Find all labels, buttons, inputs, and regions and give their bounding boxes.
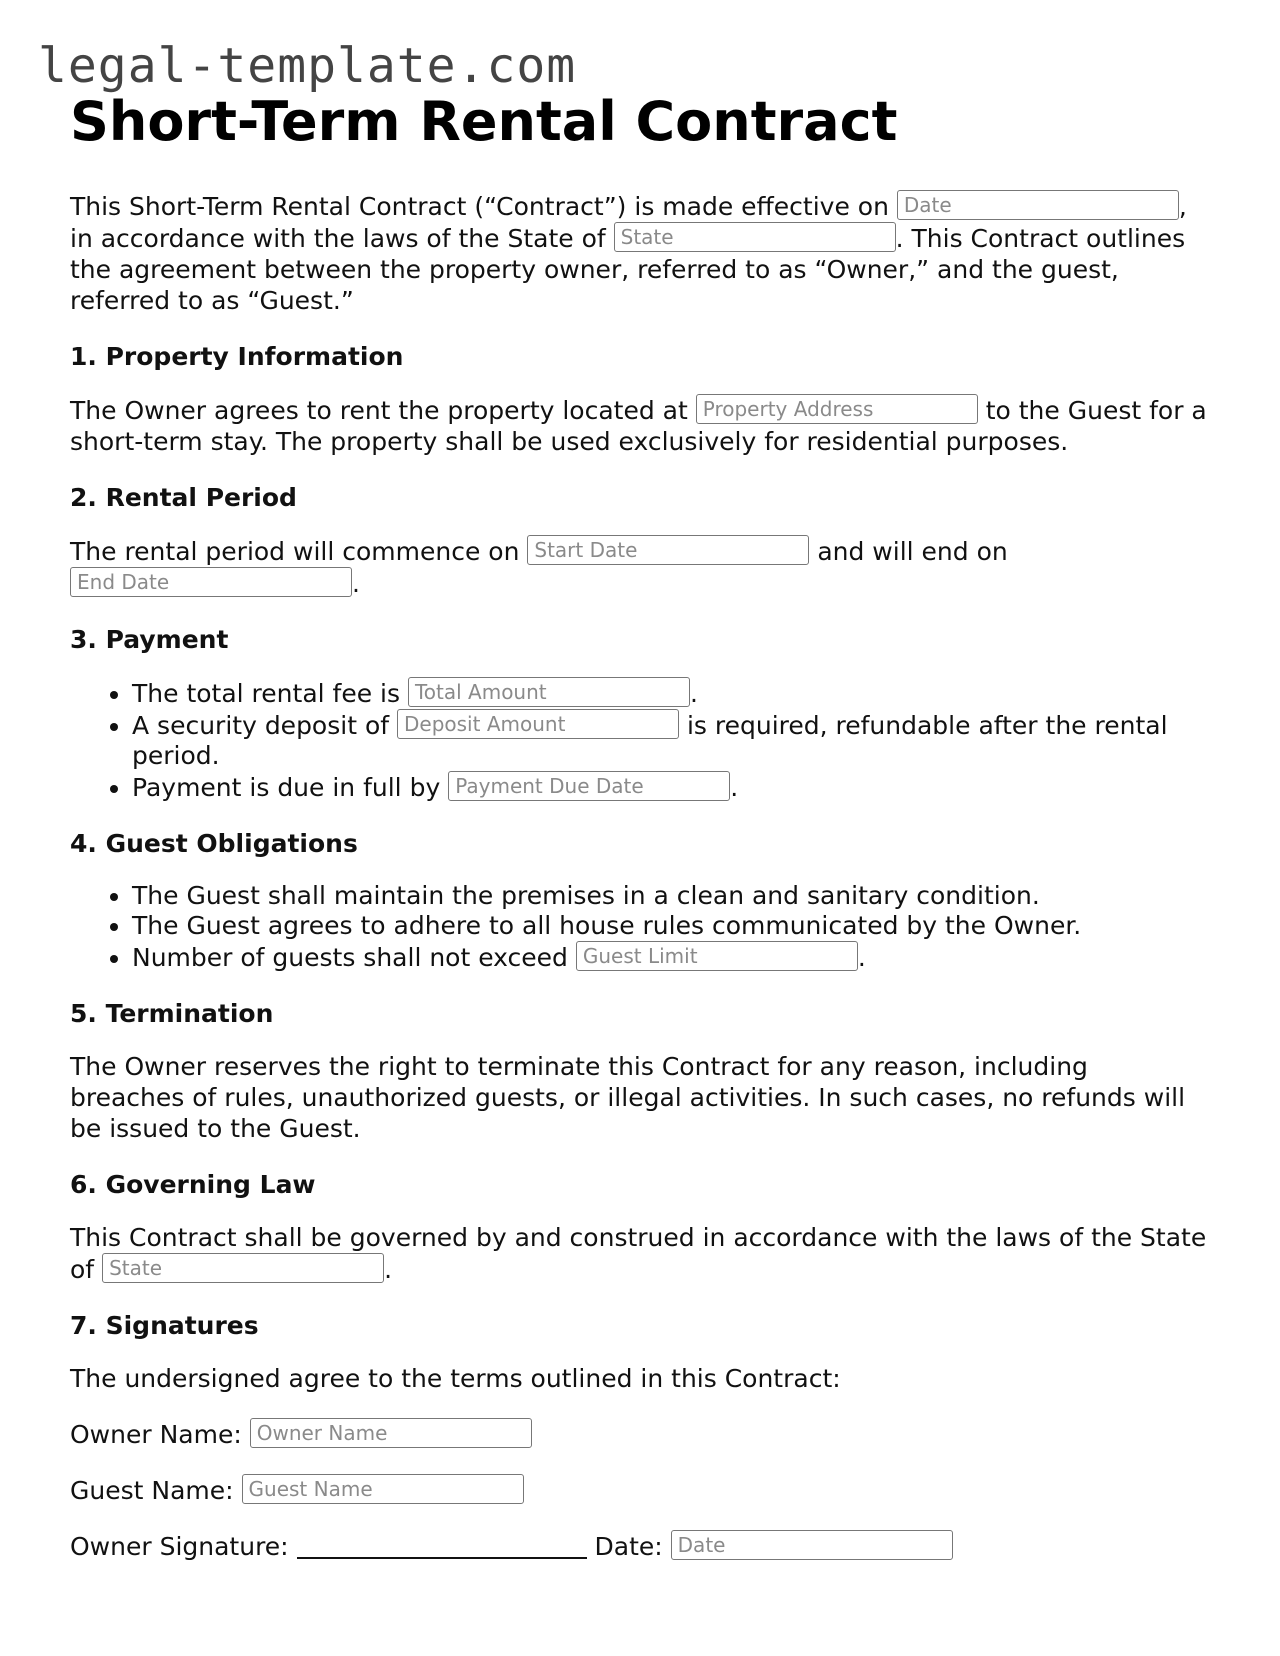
termination-paragraph: The Owner reserves the right to terminate this Contract for any reason, including breaches of rules, unauthorized guests, or illegal activities. In such cases, no refunds will be issued to the Guest. xyxy=(70,1052,1186,1143)
list-item: • The Guest agrees to adhere to all house rules communicated by the Owner. xyxy=(132,911,1210,941)
guest-limit-field[interactable]: Guest Limit xyxy=(576,941,858,971)
rental-text-2: and will end on xyxy=(817,537,1008,566)
payment-text-2: A security deposit of xyxy=(132,711,390,740)
guest-name-field[interactable]: Guest Name xyxy=(242,1474,524,1504)
owner-name-row xyxy=(70,1418,1210,1450)
contract-document xyxy=(70,88,1210,1562)
payment-text-1: The total rental fee is xyxy=(132,679,401,708)
section-heading-payment: 3. Payment xyxy=(70,625,229,654)
list-item xyxy=(132,771,1210,803)
signature-date-label: Date: xyxy=(594,1532,663,1561)
rental-period-paragraph xyxy=(70,535,1210,599)
intro-paragraph xyxy=(70,190,1210,316)
payment-due-date-field[interactable]: Payment Due Date xyxy=(448,771,730,801)
property-address-field[interactable]: Property Address xyxy=(696,394,978,424)
signatures-intro: The undersigned agree to the terms outlined in this Contract: xyxy=(70,1364,841,1393)
section-heading-rental-period: 2. Rental Period xyxy=(70,483,297,512)
deposit-amount-field[interactable]: Deposit Amount xyxy=(397,709,679,739)
list-item xyxy=(132,941,1210,973)
governing-punct: . xyxy=(384,1255,393,1284)
payment-text-4: Payment is due in full by xyxy=(132,773,441,802)
section-heading-governing-law: 6. Governing Law xyxy=(70,1170,316,1199)
state-field[interactable]: State xyxy=(614,222,896,252)
guest-name-row xyxy=(70,1474,1210,1506)
governing-law-paragraph xyxy=(70,1222,1210,1285)
section-heading-termination: 5. Termination xyxy=(70,999,274,1028)
intro-text-2: in accordance with the laws of the State of xyxy=(70,224,606,253)
obligation-punct-3: . xyxy=(857,943,866,972)
guest-name-label: Guest Name: xyxy=(70,1476,234,1505)
obligation-text-3: Number of guests shall not exceed xyxy=(132,943,568,972)
total-amount-field[interactable]: Total Amount xyxy=(408,677,690,707)
intro-text-3: . This Contract outlines the agreement between the property owner, referred to as “Owner,” and the guest, referred to as “Guest.” xyxy=(70,224,1186,315)
watermark-logo: legal-template.com xyxy=(38,38,577,94)
intro-text-1: This Short-Term Rental Contract (“Contract”) is made effective on xyxy=(70,192,889,221)
payment-punct-1: . xyxy=(689,679,698,708)
property-text-2: to the Guest for a short-term stay. The property shall be used exclusively for residential purposes. xyxy=(70,396,1207,456)
rental-text-3: . xyxy=(352,569,360,598)
section-heading-signatures: 7. Signatures xyxy=(70,1311,259,1340)
payment-list xyxy=(70,677,1210,803)
governing-state-field[interactable]: State xyxy=(102,1253,384,1283)
payment-text-3: is required, refundable after the rental period. xyxy=(132,711,1168,770)
intro-comma: , xyxy=(1178,192,1187,221)
signature-date-field[interactable]: Date xyxy=(671,1530,953,1560)
property-text-1: The Owner agrees to rent the property located at xyxy=(70,396,688,425)
owner-name-label: Owner Name: xyxy=(70,1420,242,1449)
owner-signature-line[interactable] xyxy=(297,1533,587,1559)
list-item xyxy=(132,677,1210,709)
property-paragraph xyxy=(70,394,1210,457)
list-item: • The Guest shall maintain the premises in a clean and sanitary condition. xyxy=(132,881,1210,911)
effective-date-field[interactable]: Date xyxy=(897,190,1179,220)
end-date-field[interactable]: End Date xyxy=(70,567,352,597)
payment-punct-3: . xyxy=(730,773,739,802)
governing-text-1: This Contract shall be governed by and construed in accordance with the laws of the State of xyxy=(70,1223,1207,1284)
section-heading-property: 1. Property Information xyxy=(70,342,404,371)
owner-signature-label: Owner Signature: xyxy=(70,1532,289,1561)
obligations-list xyxy=(70,881,1210,973)
page-title: Short-Term Rental Contract xyxy=(70,90,898,153)
start-date-field[interactable]: Start Date xyxy=(527,535,809,565)
section-heading-guest-obligations: 4. Guest Obligations xyxy=(70,829,358,858)
list-item xyxy=(132,709,1210,771)
rental-text-1: The rental period will commence on xyxy=(70,537,520,566)
owner-signature-row xyxy=(70,1530,1210,1562)
owner-name-field[interactable]: Owner Name xyxy=(250,1418,532,1448)
